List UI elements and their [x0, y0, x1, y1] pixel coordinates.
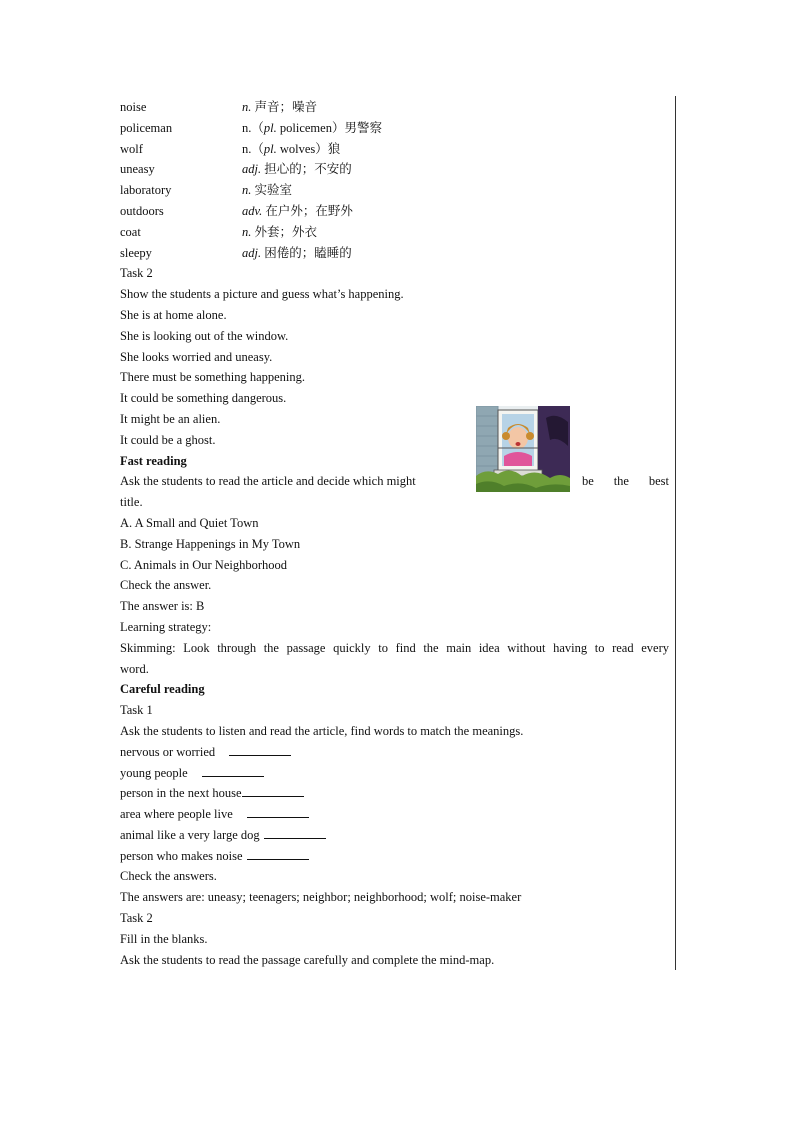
- vocab-meaning: 困倦的；瞌睡的: [264, 245, 352, 260]
- instruction-word: best: [648, 474, 669, 489]
- fast-reading-instruction-end: title.: [120, 495, 143, 510]
- vocab-pos: adj.: [242, 162, 262, 177]
- task2-line: It might be an alien.: [120, 411, 221, 426]
- answer-blank: [202, 763, 264, 777]
- task2-line: She is at home alone.: [120, 307, 227, 322]
- task1-instruction: Ask the students to listen and read the article, find words to match the meanings.: [120, 723, 524, 738]
- answer-blank: [264, 825, 326, 839]
- vocab-row: [120, 139, 669, 160]
- vocab-pos: adj.: [242, 245, 262, 260]
- vocab-pos: adv.: [242, 203, 263, 218]
- vocab-meaning: 男警察: [344, 120, 382, 135]
- matching-item: young people: [120, 763, 669, 784]
- vocab-row: [120, 243, 669, 264]
- task2-line: Show the students a picture and guess what’s happening.: [120, 287, 404, 302]
- matching-item: person in the next house: [120, 783, 669, 804]
- check-answer: Check the answer.: [120, 578, 212, 593]
- vocab-word: coat: [120, 224, 141, 239]
- task2-line: She is looking out of the window.: [120, 328, 289, 343]
- fast-reading-heading: Fast reading: [120, 453, 187, 468]
- answer-blank: [229, 742, 291, 756]
- matching-item: animal like a very large dog: [120, 825, 669, 846]
- vocab-word: policeman: [120, 120, 173, 135]
- strategy-text: Skimming: Look through the passage quickly to find the main idea without having to read every: [120, 640, 669, 655]
- instruction-word: the: [613, 474, 629, 489]
- careful-task2-line: Fill in the blanks.: [120, 931, 208, 946]
- vocab-word: laboratory: [120, 183, 172, 198]
- answer-blank: [247, 846, 309, 860]
- matching-item: nervous or worried: [120, 742, 669, 763]
- vocab-pl-label: pl.: [263, 120, 277, 135]
- vocab-pos: n.: [242, 100, 252, 114]
- fast-reading-instruction: [120, 471, 669, 492]
- task1-heading: Task 1: [120, 703, 153, 718]
- vocab-plural: wolves）: [276, 141, 328, 156]
- strategy-label: Learning strategy:: [120, 619, 212, 634]
- vocab-word: outdoors: [120, 203, 164, 218]
- vocab-row: [120, 159, 669, 180]
- strategy-text-end: word.: [120, 661, 149, 676]
- vocab-pl-label: pl.: [263, 141, 277, 156]
- matching-item: area where people live: [120, 804, 669, 825]
- vocab-word: uneasy: [120, 162, 155, 177]
- careful-task2-line: Ask the students to read the passage carefully and complete the mind-map.: [120, 952, 495, 967]
- vocab-word: sleepy: [120, 245, 152, 260]
- title-option: A. A Small and Quiet Town: [120, 515, 259, 530]
- matching-item: person who makes noise: [120, 846, 669, 867]
- vocab-pos: n.（: [242, 141, 264, 156]
- vocab-meaning: 声音；噪音: [254, 100, 318, 114]
- task2-heading: Task 2: [120, 266, 153, 281]
- title-option: B. Strange Happenings in My Town: [120, 536, 301, 551]
- answers-text: The answers are: uneasy; teenagers; neighbor; neighborhood; wolf; noise-maker: [120, 890, 522, 905]
- vocab-row: [120, 222, 669, 243]
- fast-reading-instruction-text: Ask the students to read the article and decide which might: [120, 474, 416, 489]
- vocab-pos: n.（: [242, 120, 264, 135]
- vocab-meaning: 实验室: [254, 183, 293, 198]
- vocab-pos: n.: [242, 224, 252, 239]
- task2-line: There must be something happening.: [120, 370, 306, 385]
- vocab-meaning: 担心的；不安的: [264, 162, 352, 177]
- vocab-word: wolf: [120, 141, 143, 156]
- title-option: C. Animals in Our Neighborhood: [120, 557, 288, 572]
- vocab-pos: n.: [242, 183, 252, 198]
- vocabulary-list: [120, 97, 669, 263]
- vocab-meaning: 外套；外衣: [254, 224, 318, 239]
- answer-text: The answer is: B: [120, 599, 205, 614]
- vocab-row: [120, 118, 669, 139]
- task2-line: It could be something dangerous.: [120, 391, 287, 406]
- instruction-word: be: [582, 474, 594, 489]
- vocab-meaning: 在户外；在野外: [265, 203, 353, 218]
- table-right-border: [675, 96, 676, 970]
- answer-blank: [242, 783, 304, 797]
- lesson-content: [120, 97, 669, 970]
- careful-task2-heading: Task 2: [120, 911, 153, 926]
- vocab-row: [120, 97, 669, 118]
- vocab-meaning: 狼: [327, 141, 341, 156]
- answer-blank: [247, 804, 309, 818]
- careful-reading-heading: Careful reading: [120, 682, 205, 697]
- check-answers: Check the answers.: [120, 869, 217, 884]
- task2-line: It could be a ghost.: [120, 432, 216, 447]
- vocab-plural: policemen）: [276, 120, 345, 135]
- task2-line: She looks worried and uneasy.: [120, 349, 273, 364]
- vocab-row: [120, 180, 669, 201]
- vocab-word: noise: [120, 100, 147, 114]
- vocab-row: [120, 201, 669, 222]
